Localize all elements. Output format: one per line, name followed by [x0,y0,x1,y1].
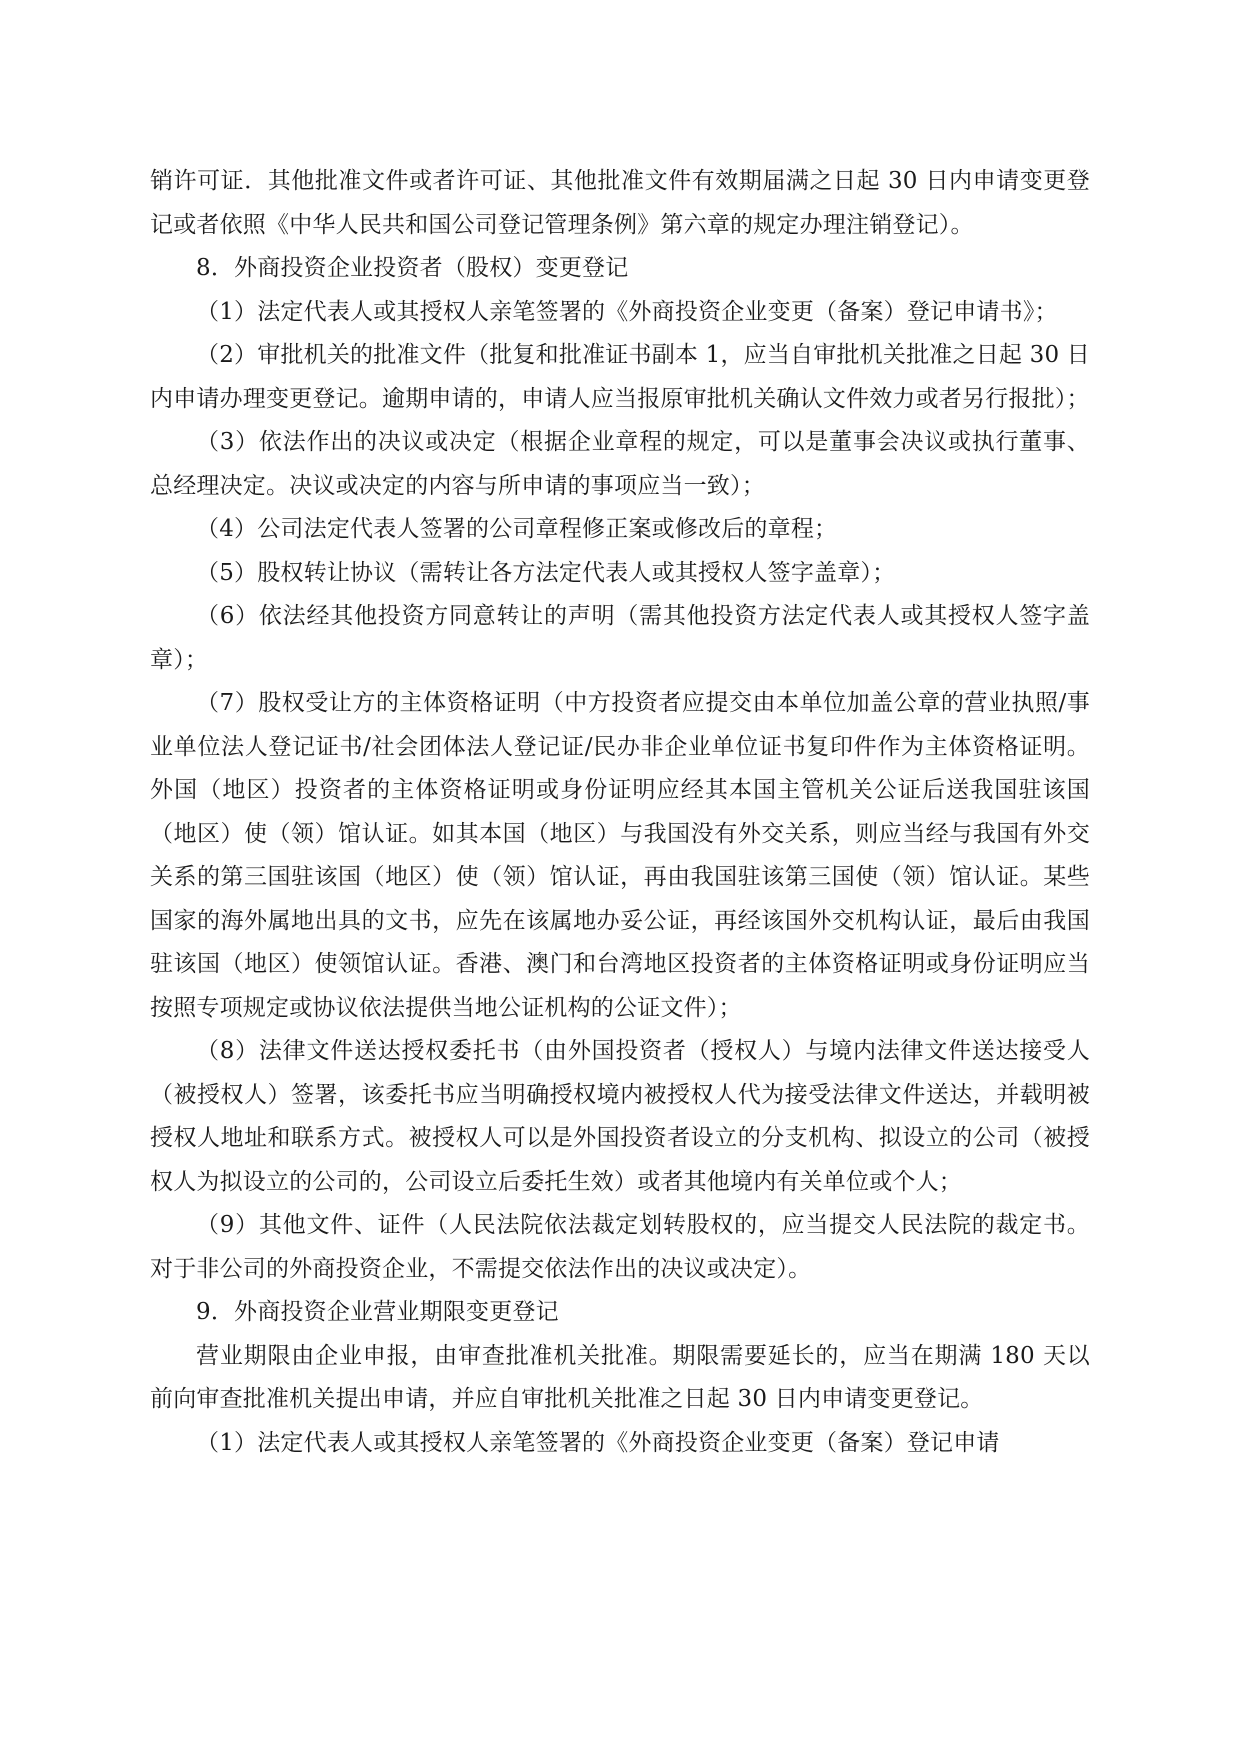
list-item-8-8: （8）法律文件送达授权委托书（由外国投资者（授权人）与境内法律文件送达接受人（被授权人）签署，该委托书应当明确授权境内被授权人代为接受法律文件送达，并载明被授权人地址和联系方式。被授权人可以是外国投资者设立的分支机构、拟设立的公司（被授权人为拟设立的公司的，公司设立后委托生效）或者其他境内有关单位或个人； [150,1038,1090,1195]
paragraph-continuation: 销许可证．其他批准文件或者许可证、其他批准文件有效期届满之日起 30 日内申请变更登记或者依照《中华人民共和国公司登记管理条例》第六章的规定办理注销登记）。 [150,168,1090,238]
list-item-8-5: （5）股权转让协议（需转让各方法定代表人或其授权人签字盖章）； [196,559,896,586]
document-body [150,160,1090,1465]
list-item-9-1: （1）法定代表人或其授权人亲笔签署的《外商投资企业变更（备案）登记申请 [196,1429,1000,1456]
list-item-8-1: （1）法定代表人或其授权人亲笔签署的《外商投资企业变更（备案）登记申请书》； [196,298,1058,325]
list-item-8-2: （2）审批机关的批准文件（批复和批准证书副本 1，应当自审批机关批准之日起 30 日内申请办理变更登记。逾期申请的，申请人应当报原审批机关确认文件效力或者另行报批）； [150,342,1090,412]
list-item-8-3: （3）依法作出的决议或决定（根据企业章程的规定，可以是董事会决议或执行董事、总经理决定。决议或决定的内容与所申请的事项应当一致）； [150,429,1090,499]
list-item-8-6: （6）依法经其他投资方同意转让的声明（需其他投资方法定代表人或其授权人签字盖章）； [150,603,1090,673]
list-item-8-7: （7）股权受让方的主体资格证明（中方投资者应提交由本单位加盖公章的营业执照/事业单位法人登记证书/社会团体法人登记证/民办非企业单位证书复印件作为主体资格证明。外国（地区）投资者的主体资格证明或身份证明应经其本国主管机关公证后送我国驻该国（地区）使（领）馆认证。如其本国（地区）与我国没有外交关系，则应当经与我国有外交关系的第三国驻该国（地区）使（领）馆认证，再由我国驻该第三国使（领）馆认证。某些国家的海外属地出具的文书，应先在该属地办妥公证，再经该国外交机构认证，最后由我国驻该国（地区）使领馆认证。香港、澳门和台湾地区投资者的主体资格证明或身份证明应当按照专项规定或协议依法提供当地公证机构的公证文件）； [150,690,1090,1021]
list-item-8-9: （9）其他文件、证件（人民法院依法裁定划转股权的，应当提交人民法院的裁定书。对于非公司的外商投资企业，不需提交依法作出的决议或决定）。 [150,1212,1090,1282]
section-heading-9: 9．外商投资企业营业期限变更登记 [196,1299,559,1325]
paragraph-operating-period: 营业期限由企业申报，由审查批准机关批准。期限需要延长的，应当在期满 180 天以前向审查批准机关提出申请，并应自审批机关批准之日起 30 日内申请变更登记。 [150,1342,1090,1412]
section-heading-8: 8．外商投资企业投资者（股权）变更登记 [196,255,629,281]
list-item-8-4: （4）公司法定代表人签署的公司章程修正案或修改后的章程； [196,516,838,542]
